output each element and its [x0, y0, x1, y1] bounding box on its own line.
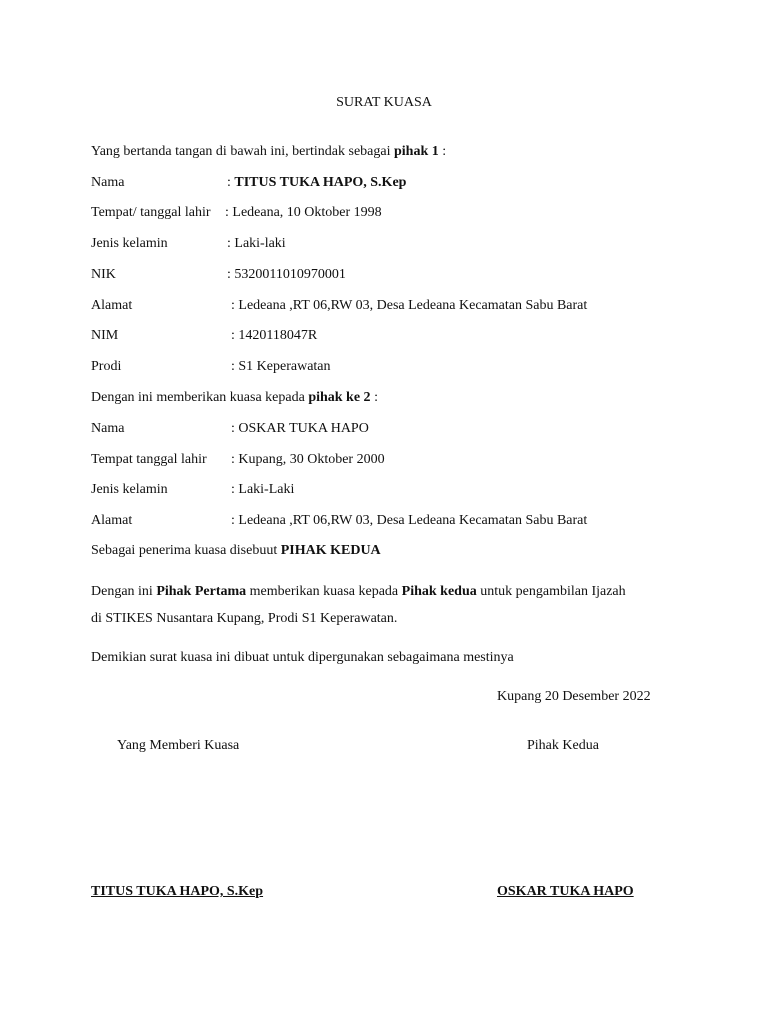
give-colon: : — [370, 390, 378, 405]
p1-nim-text: 1420118047R — [238, 328, 318, 343]
p1-birth-text: Ledeana, 10 Oktober 1998 — [232, 205, 382, 220]
p1-prodi-value: : S1 Keperawatan — [231, 359, 331, 374]
receiver-party: PIHAK KEDUA — [280, 543, 381, 558]
p2-gender-value: : Laki-Laki — [231, 482, 295, 497]
receiver-line — [91, 542, 381, 560]
p2-address-text: Ledeana ,RT 06,RW 03, Desa Ledeana Kecamatan Sabu Barat — [238, 513, 588, 528]
p1-nik-value: : 5320011010970001 — [227, 267, 346, 282]
intro-colon: : — [438, 144, 447, 159]
p1-gender-label: Jenis kelamin — [91, 236, 168, 251]
p1-name-text: TITUS TUKA HAPO, S.Kep — [234, 175, 407, 190]
document-title: SURAT KUASA — [336, 95, 432, 110]
give-line — [91, 389, 378, 407]
p2-name-label: Nama — [91, 421, 125, 436]
p1-birth-value: : Ledeana, 10 Oktober 1998 — [225, 205, 382, 220]
p1-name-label: Nama — [91, 175, 125, 190]
p1-prodi-label: Prodi — [91, 359, 122, 374]
paragraph-text-1: Dengan ini — [91, 584, 157, 599]
p1-address-text: Ledeana ,RT 06,RW 03, Desa Ledeana Kecamatan Sabu Barat — [238, 298, 588, 313]
p1-address-value: : Ledeana ,RT 06,RW 03, Desa Ledeana Kecamatan Sabu Barat — [231, 298, 588, 313]
p1-nik-label: NIK — [91, 267, 116, 282]
p1-name-value: : TITUS TUKA HAPO, S.Kep — [227, 175, 407, 190]
authorization-paragraph-line1 — [91, 583, 626, 601]
p1-gender-text: Laki-laki — [234, 236, 286, 251]
p2-address-value: : Ledeana ,RT 06,RW 03, Desa Ledeana Kecamatan Sabu Barat — [231, 513, 588, 528]
receiver-text: Sebagai penerima kuasa disebuut — [91, 543, 281, 558]
p2-name-value: : OSKAR TUKA HAPO — [231, 421, 369, 436]
p1-prodi-text: S1 Keperawatan — [238, 359, 331, 374]
give-party: pihak ke 2 — [308, 390, 371, 405]
p2-name-text: OSKAR TUKA HAPO — [238, 421, 369, 436]
p1-birth-label: Tempat/ tanggal lahir — [91, 205, 211, 220]
give-text: Dengan ini memberikan kuasa kepada — [91, 390, 309, 405]
p1-nim-value: : 1420118047R — [231, 328, 318, 343]
closing-statement: Demikian surat kuasa ini dibuat untuk dipergunakan sebagaimana mestinya — [91, 650, 514, 665]
p1-nik-text: 5320011010970001 — [234, 267, 346, 282]
p2-birth-label: Tempat tanggal lahir — [91, 452, 207, 467]
p1-nim-label: NIM — [91, 328, 119, 343]
intro-text: Yang bertanda tangan di bawah ini, bertindak sebagai — [91, 144, 394, 159]
p2-gender-label: Jenis kelamin — [91, 482, 168, 497]
right-signer-name: OSKAR TUKA HAPO — [497, 884, 634, 899]
paragraph-text-2: memberikan kuasa kepada — [246, 584, 402, 599]
paragraph-party-1: Pihak Pertama — [156, 584, 247, 599]
p2-address-label: Alamat — [91, 513, 133, 528]
paragraph-party-2: Pihak kedua — [401, 584, 477, 599]
intro-party: pihak 1 — [394, 144, 439, 159]
paragraph-text-3: untuk pengambilan Ijazah — [476, 584, 626, 599]
p2-gender-text: Laki-Laki — [238, 482, 295, 497]
place-date: Kupang 20 Desember 2022 — [497, 689, 651, 704]
left-signer-name: TITUS TUKA HAPO, S.Kep — [91, 884, 264, 899]
p2-birth-value: : Kupang, 30 Oktober 2000 — [231, 452, 385, 467]
p2-birth-text: Kupang, 30 Oktober 2000 — [238, 452, 385, 467]
intro-line — [91, 143, 446, 161]
authorization-paragraph-line2: di STIKES Nusantara Kupang, Prodi S1 Keperawatan. — [91, 611, 398, 626]
p1-gender-value: : Laki-laki — [227, 236, 286, 251]
left-signer-role: Yang Memberi Kuasa — [117, 738, 240, 753]
right-signer-role: Pihak Kedua — [527, 738, 599, 753]
p1-address-label: Alamat — [91, 298, 133, 313]
